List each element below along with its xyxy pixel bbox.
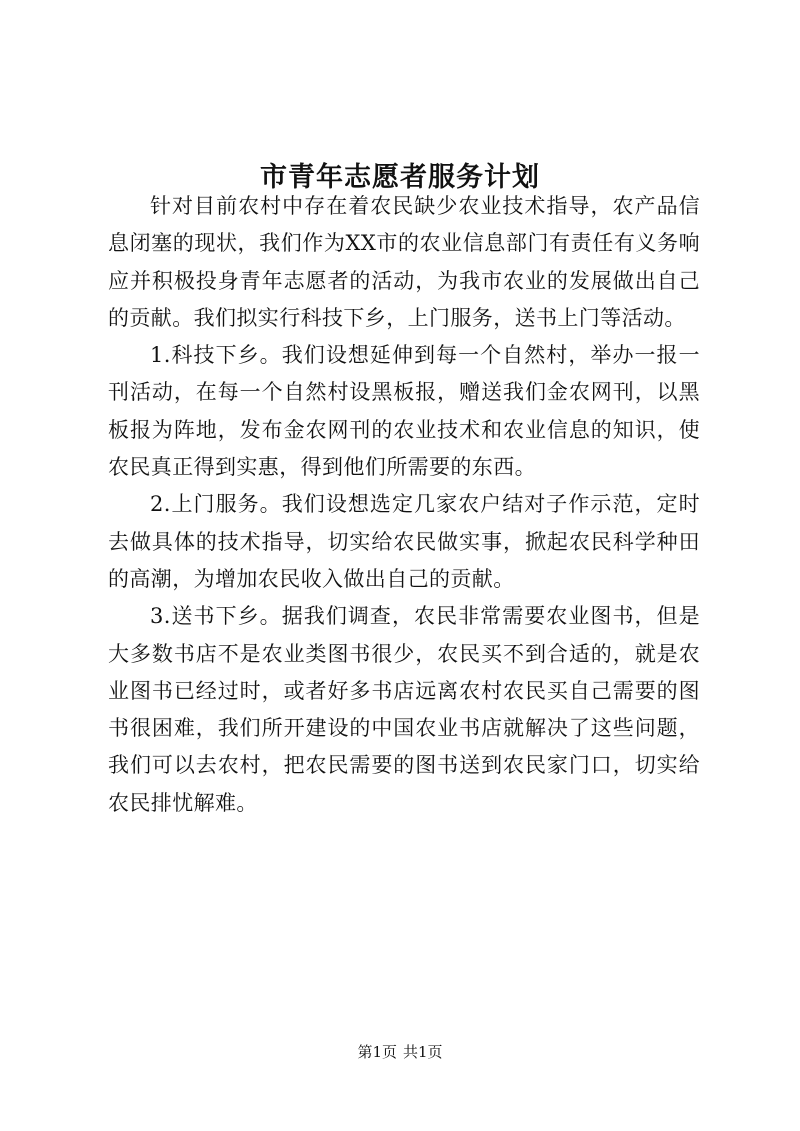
paragraph-item-1: 1.科技下乡。我们设想延伸到每一个自然村，举办一报一刊活动，在每一个自然村设黑板报，赠送我们金农网刊，以黑板报为阵地，发布金农网刊的农业技术和农业信息的知识，使农民真正得到实惠，得到他们所需要的东西。 bbox=[108, 343, 700, 480]
document-body bbox=[108, 188, 700, 822]
page-total: 共1页 bbox=[403, 1043, 443, 1061]
paragraph-intro: 针对目前农村中存在着农民缺少农业技术指导，农产品信息闭塞的现状，我们作为XX市的农业信息部门有责任有义务响应并积极投身青年志愿者的活动，为我市农业的发展做出自己的贡献。我们拟实行科技下乡，上门服务，送书上门等活动。 bbox=[108, 194, 700, 330]
paragraph-item-3: 3.送书下乡。据我们调查，农民非常需要农业图书，但是大多数书店不是农业类图书很少，农民买不到合适的，就是农业图书已经过时，或者好多书店远离农村农民买自己需要的图书很困难，我们所开建设的中国农业书店就解决了这些问题，我们可以去农村，把农民需要的图书送到农民家门口，切实给农民排忧解难。 bbox=[108, 604, 700, 815]
page-footer bbox=[0, 1042, 800, 1062]
document-title: 市青年志愿者服务计划 bbox=[260, 162, 540, 194]
page-number: 第1页 bbox=[357, 1043, 397, 1061]
paragraph-item-2: 2.上门服务。我们设想选定几家农户结对子作示范，定时去做具体的技术指导，切实给农民做实事，掀起农民科学种田的高潮，为增加农民收入做出自己的贡献。 bbox=[108, 492, 700, 591]
